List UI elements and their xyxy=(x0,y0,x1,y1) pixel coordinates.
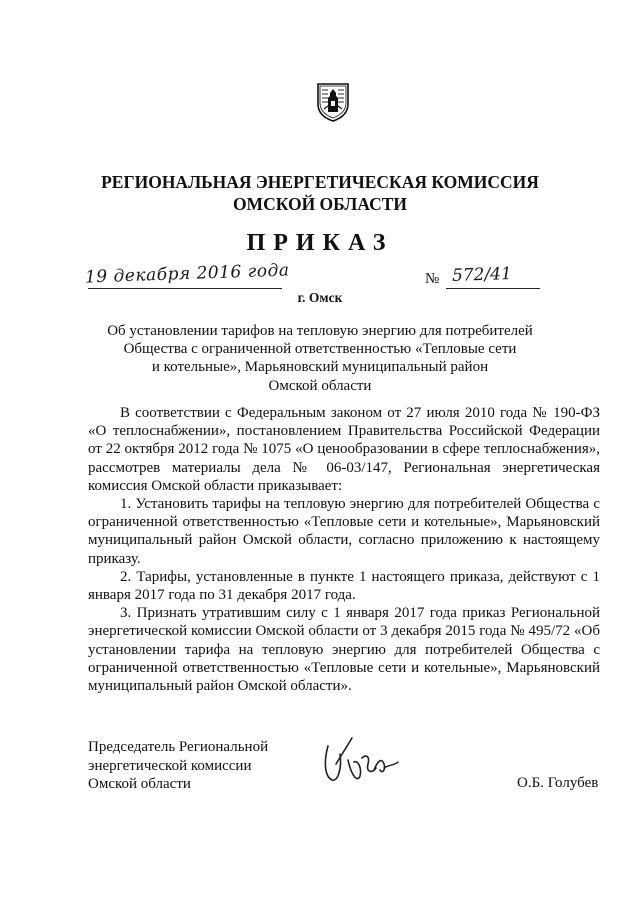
omsk-coat-of-arms-icon xyxy=(316,82,350,122)
preamble-paragraph: В соответствии с Федеральным законом от 27 июля 2010 года № 190-ФЗ «О теплоснабжении», постановлением Правительства Российской Федерации от 22 октября 2012 года № 1075 «О ценообразовании в сфере теплоснабжения», рассмотрев материалы дела № 06-03/147, Региональная энергетическая комиссия Омской области приказывает: xyxy=(88,405,600,494)
subject-line: Об установлении тарифов на тепловую энергию для потребителей xyxy=(107,323,533,339)
clause-1-paragraph: 1. Установить тарифы на тепловую энергию для потребителей Общества с ограниченной ответственностью «Тепловые сети и котельные», Марьяновский муниципальный район Омской области, согласно приложению к настоящему приказу. xyxy=(88,496,600,567)
organization-name-line1: РЕГИОНАЛЬНАЯ ЭНЕРГЕТИЧЕСКАЯ КОМИССИЯ xyxy=(101,172,539,192)
subject-line: Общества с ограниченной ответственностью «Тепловые сети xyxy=(123,341,517,358)
signatory-title-line: энергетической комиссии xyxy=(88,757,252,774)
organization-name-line2: ОМСКОЙ ОБЛАСТИ xyxy=(232,194,408,214)
signatory-title xyxy=(88,738,268,794)
document-title: ПРИКАЗ xyxy=(246,230,394,256)
handwritten-signature xyxy=(318,724,418,794)
subject-line: и котельные», Марьяновский муниципальный район xyxy=(151,359,489,376)
subject-line: Омской области xyxy=(268,377,372,394)
signatory-name: О.Б. Голубев xyxy=(517,775,599,791)
clause-3-paragraph: 3. Признать утратившим силу с 1 января 2017 года приказ Региональной энергетической комиссии Омской области от 3 декабря 2015 года № 495/72 «Об установлении тарифа на тепловую энергию для потребителей Общества с ограниченной ответственностью «Тепловые сети и котельные», Марьяновский муниципальный район Омской области». xyxy=(88,605,600,695)
handwritten-order-number: 572/41 xyxy=(451,263,513,287)
date-underline xyxy=(88,288,282,289)
order-body xyxy=(88,404,600,695)
clause-2-paragraph: 2. Тарифы, установленные в пункте 1 настоящего приказа, действуют с 1 января 2017 года по 31 декабря 2017 года. xyxy=(88,568,600,604)
signatory-title-line: Председатель Региональной xyxy=(88,739,269,755)
order-number-label: № xyxy=(425,271,440,287)
order-subject xyxy=(88,322,552,395)
handwritten-date: 19 декабря 2016 года xyxy=(84,260,290,288)
city: г. Омск xyxy=(297,290,343,305)
signatory-title-line: Омской области xyxy=(88,776,191,792)
number-underline xyxy=(446,288,540,289)
